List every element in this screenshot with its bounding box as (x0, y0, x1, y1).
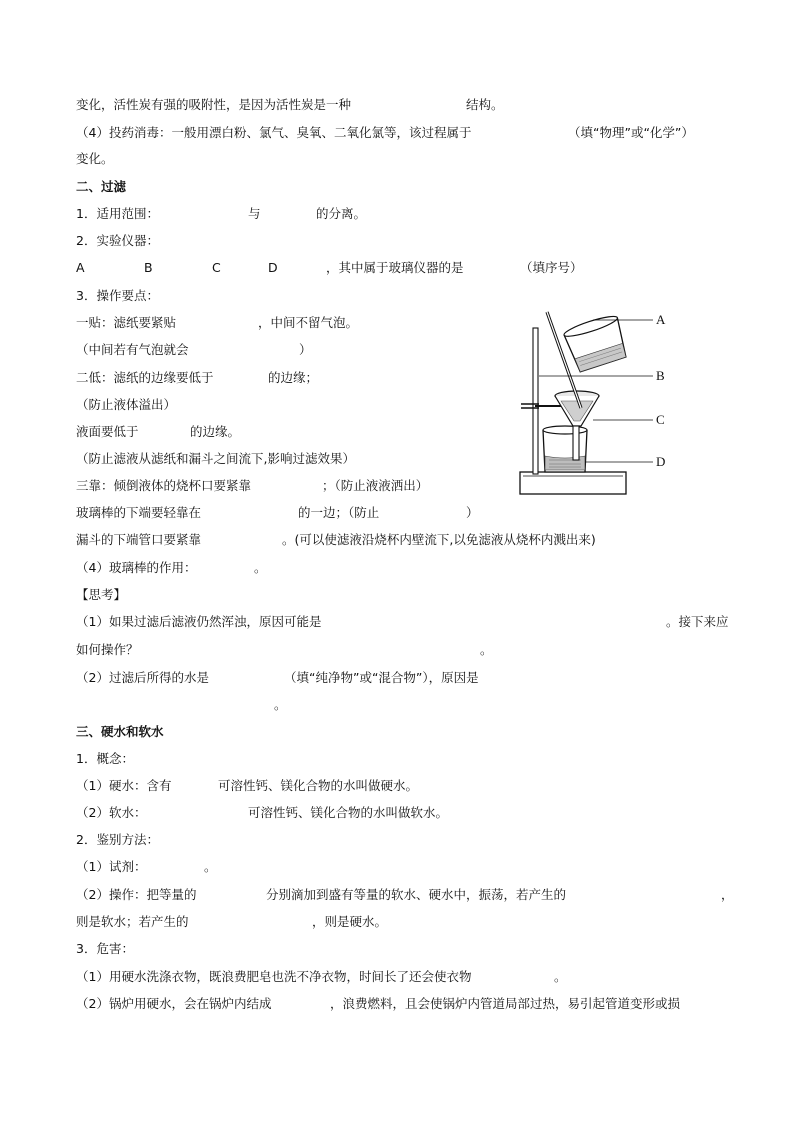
text-segment: ；（防止液液洒出） (322, 478, 429, 493)
text-segment: 的分离。 (316, 206, 367, 221)
text-segment: （2）过滤后所得的水是 (76, 670, 209, 685)
text-segment: ） (299, 342, 312, 357)
text-segment: 3．操作要点： (76, 288, 159, 303)
label-a: A (656, 312, 666, 327)
stand-rod (533, 328, 538, 474)
text-segment: （1）硬水：含有 (76, 778, 172, 793)
text-segment: 3．危害： (76, 941, 134, 956)
text-segment: ） (466, 505, 479, 520)
text-segment: 1．适用范围： (76, 206, 159, 221)
receiving-beaker (543, 426, 587, 472)
text-segment: （2）锅炉用硬水，会在锅炉内结成 (76, 996, 272, 1011)
text-segment: 的一边；（防止 (298, 505, 380, 520)
text-segment: A (76, 260, 85, 275)
text-segment: 1．概念： (76, 751, 134, 766)
text-segment: 漏斗的下端管口要紧靠 (76, 532, 202, 547)
text-segment: 。 (480, 642, 493, 657)
text-segment: 如何操作？ (76, 642, 139, 657)
text-segment: 玻璃棒的下端要轻靠在 (76, 505, 202, 520)
text-segment: 2．鉴别方法： (76, 832, 159, 847)
text-segment: 则是软水；若产生的 (76, 914, 189, 929)
text-segment: （防止滤液从滤纸和漏斗之间流下,影响过滤效果） (76, 451, 355, 466)
stand-base (520, 472, 626, 494)
label-b: B (656, 368, 665, 383)
text-segment: （1）用硬水洗涤衣物，既浪费肥皂也洗不净衣物，时间长了还会使衣物 (76, 969, 472, 984)
text-segment: 与 (248, 206, 261, 221)
text-segment: ，中间不留气泡。 (258, 315, 359, 330)
text-segment: 二、过滤 (76, 179, 127, 194)
text-segment: （2）软水： (76, 805, 147, 820)
text-segment: 一贴：滤纸要紧贴 (76, 315, 177, 330)
label-c: C (656, 412, 665, 427)
text-segment: ，则是硬水。 (312, 914, 388, 929)
text-segment: （1）试剂： (76, 859, 147, 874)
text-segment: ，浪费燃料，且会使锅炉内管道局部过热，易引起管道变形或损 (330, 996, 681, 1011)
pouring-beaker (563, 313, 630, 373)
text-segment: 。接下来应 (666, 614, 729, 629)
text-segment: 。(可以使滤液沿烧杯内壁流下,以免滤液从烧杯内溅出来) (282, 532, 596, 547)
text-segment: 变化。 (76, 151, 114, 166)
text-segment: （填“物理”或“化学”） (568, 125, 694, 140)
text-segment: D (268, 260, 278, 275)
text-segment: 。 (254, 560, 267, 575)
text-segment: ， (721, 887, 734, 902)
text-segment: 分别滴加到盛有等量的软水、硬水中，振荡，若产生的 (266, 887, 567, 902)
text-segment: 结构。 (466, 97, 504, 112)
text-segment: 三、硬水和软水 (76, 724, 164, 739)
text-segment: （填“纯净物”或“混合物”），原因是 (284, 670, 479, 685)
text-segment: 可溶性钙、镁化合物的水叫做软水。 (248, 805, 449, 820)
text-segment: 【思考】 (76, 587, 127, 602)
text-segment: （中间若有气泡就会 (76, 342, 189, 357)
text-segment: （填序号） (520, 260, 583, 275)
text-segment: 2．实验仪器： (76, 233, 159, 248)
text-segment: （1）如果过滤后滤液仍然浑浊，原因可能是 (76, 614, 322, 629)
text-segment: 可溶性钙、镁化合物的水叫做硬水。 (218, 778, 419, 793)
text-segment: 二低：滤纸的边缘要低于 (76, 370, 214, 385)
text-segment: B (144, 260, 153, 275)
text-segment: 的边缘。 (190, 424, 241, 439)
text-segment: ，其中属于玻璃仪器的是 (326, 260, 464, 275)
text-segment: （4）玻璃棒的作用： (76, 560, 197, 575)
text-segment: C (212, 260, 221, 275)
text-segment: （防止液体溢出） (76, 397, 177, 412)
text-segment: （4）投药消毒：一般用漂白粉、氯气、臭氧、二氧化氯等，该过程属于 (76, 125, 472, 140)
text-segment: 的边缘； (268, 370, 319, 385)
text-segment: 变化，活性炭有强的吸附性，是因为活性炭是一种 (76, 97, 352, 112)
text-segment: 。 (204, 859, 217, 874)
label-d: D (656, 454, 666, 469)
text-segment: 液面要低于 (76, 424, 139, 439)
text-segment: 三靠：倾倒液体的烧杯口要紧靠 (76, 478, 252, 493)
filtration-apparatus-diagram (515, 308, 675, 498)
text-segment: 。 (554, 969, 567, 984)
text-segment: （2）操作：把等量的 (76, 887, 197, 902)
text-segment: 。 (274, 697, 287, 712)
